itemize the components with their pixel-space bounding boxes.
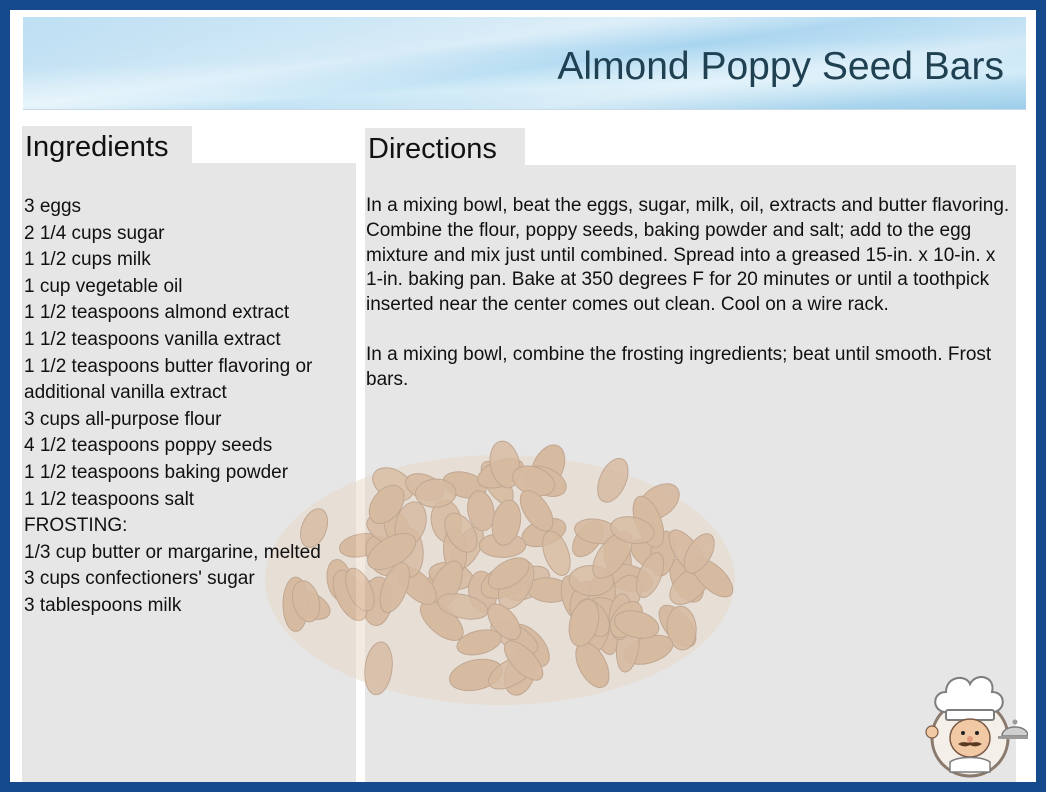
ingredient-item: 1 1/2 teaspoons almond extract [24, 302, 290, 324]
ingredient-item: 3 eggs [24, 196, 82, 217]
chef-logo-icon [910, 662, 1028, 780]
ingredient-item: 3 cups all-purpose flour [24, 408, 222, 430]
title-banner [23, 17, 1026, 110]
ingredient-item: 1 1/2 cups milk [24, 249, 151, 271]
direction-paragraph: In a mixing bowl, beat the eggs, sugar, milk, oil, extracts and butter flavoring. Combine the flour, poppy seeds, baking powder and salt; add to the egg mixture and mix just until combined. Spread into a greased 15-in. x 10-in. x 1-in. baking pan. Bake at 350 degrees F for 20 minutes or until a toothpick inserted near the center comes out clean. Cool on a wire rack. [366, 195, 1010, 316]
ingredient-item: 1/3 cup butter or margarine, melted [24, 541, 321, 563]
page-title: Almond Poppy Seed Bars [557, 45, 1004, 88]
directions-text [366, 194, 1011, 417]
ingredient-item: FROSTING: [24, 515, 128, 537]
directions-heading: Directions [368, 133, 497, 165]
ingredient-item: 1 1/2 teaspoons vanilla extract [24, 328, 281, 350]
ingredient-item: 2 1/4 cups sugar [24, 222, 165, 244]
ingredient-item: 1 1/2 teaspoons butter flavoring or additional vanilla extract [24, 355, 313, 404]
recipe-card [10, 10, 1036, 782]
ingredient-item: 1 cup vegetable oil [24, 275, 183, 297]
ingredient-item: 3 tablespoons milk [24, 594, 182, 616]
direction-paragraph: In a mixing bowl, combine the frosting ingredients; beat until smooth. Frost bars. [366, 343, 992, 390]
ingredients-heading: Ingredients [25, 131, 169, 163]
ingredient-item: 4 1/2 teaspoons poppy seeds [24, 435, 273, 457]
ingredient-item: 1 1/2 teaspoons baking powder [24, 461, 289, 483]
ingredients-list [24, 194, 364, 620]
ingredient-item: 3 cups confectioners' sugar [24, 568, 255, 590]
ingredient-item: 1 1/2 teaspoons salt [24, 488, 195, 510]
